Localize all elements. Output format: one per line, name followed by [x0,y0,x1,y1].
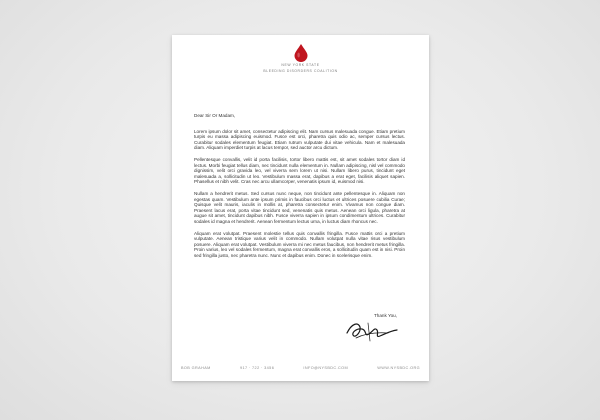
paragraph: Lorem ipsum dolor sit amet, consectetur adipiscing elit. Nam cursus malesuada congue. Etiam pretium turpis eu massa adipiscing euismod. Fusce est orci, pharetra quis odio ac, semper cursus lectus. Curabitur sodales elementum feugiat. Etiam rutrum vulputate dui vitae vehicula. Nam et malesuada diam. Aliquam imperdiet turpis at lacus tempor, sed auctor arcu dictum. [194,128,405,151]
footer [181,366,420,370]
letterhead-page [172,35,429,381]
paragraph: Nullam a hendrerit metus. Sed cursus nunc neque, non tincidunt ante pellentesque in. Aliquam non egestas quam. Vestibulum ante ipsum primis in faucibus orci luctus et ultrices posuere cubilia Curae; Quisque velit mauris, iaculis in mollis at, pharetra consectetur enim. Vivamus non congue diam. Praesent lacus erat, porta vitae tincidunt sed, venenatis quis metus. Aenean orci ligula, pharetra at augue sit amet, tincidunt dapibus nibh. Fusce viverra sapien in ipsum condimentum ultrices. Curabitur sodales id magna et hendrerit. Aenean fermentum lectus urna, in luctus diam rhoncus nec. [194,190,405,224]
paragraph: Pellentesque convallis, velit id porta facilisis, tortor libero mattis est, sit amet sodales tortor diam id lectus. Morbi feugiat tellus diam, nec tincidunt nulla elementum in. Nullam adipiscing, nisl vel commodo dignissim, velit orci gravida leo, vel viverra sem lorem ut nisi. Nullam libero purus, tincidunt eget malesuada a, sollicitudin ut leo. Vestibulum massa erat, dapibus a erat eget, facilisis aliquet sapien. Phasellus et nibh velit. Cras nec arcu ullamcorper, venenatis ipsum id, euismod nisi. [194,156,405,185]
footer-email: INFO@NYSBDC.COM [303,366,349,370]
paragraph: Aliquam erat volutpat. Praesent molestie tellus quis convallis fringilla. Fusce mattis orci a pretium vulputate. Aenean tristique varius velit in commodo. Nullam volutpat nulla vitae risus vestibulum posuere. Aliquam erat volutpat. Vestibulum viverra mi nec metus faucibus, non hendrerit metus fringilla. Proin varius, leo vel sodales fermentum, magna erat convallis eros, a sollicitudin quam est in nisi. Proin sed fringilla justo, nec pharetra nunc. Nunc et dapibus enim. Donec in scelerisque enim. [194,230,405,258]
letter-body [194,113,405,264]
footer-name: BOB GRAHAM [181,366,211,370]
footer-website: WWW.NYSBDC.ORG [377,366,420,370]
footer-phone: 917 · 722 · 3456 [239,366,275,370]
salutation: Dear Sir Or Madam, [194,113,236,118]
org-name-line2: BLEEDING DISORDERS COALITION [263,68,338,73]
org-name-line1: NEW YORK STATE [281,63,320,67]
blood-drop-icon [294,44,308,62]
logo [172,44,429,73]
closing: Thank You, [374,313,397,318]
signature-icon [344,319,400,343]
